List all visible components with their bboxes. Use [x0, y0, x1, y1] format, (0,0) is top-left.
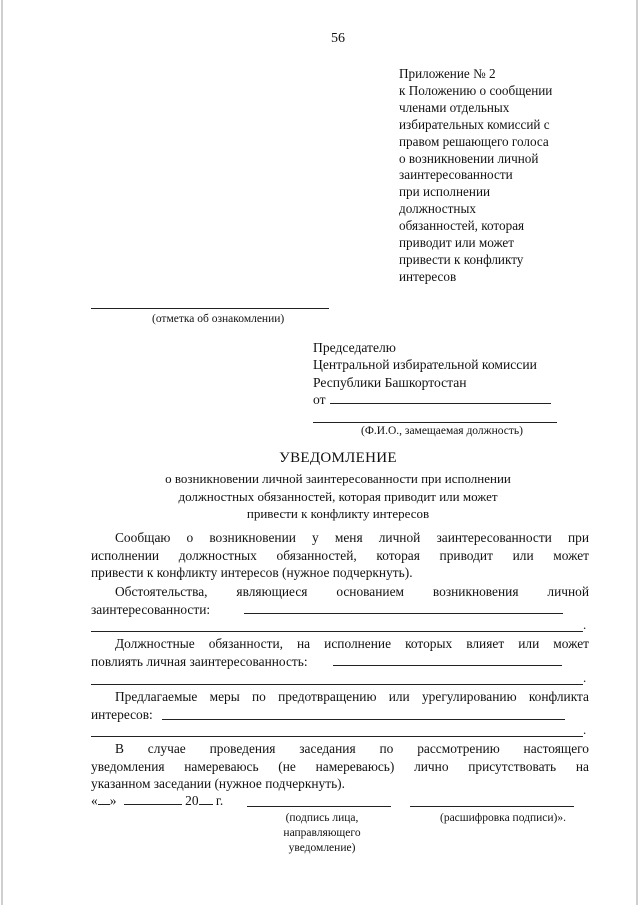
fio-note: (Ф.И.О., замещаемая должность): [361, 425, 523, 437]
field-label: повлиять личная заинтересованность:: [91, 653, 308, 669]
from-label: от: [313, 391, 326, 407]
measures-fill-line-2: [91, 736, 583, 737]
day-blank: [98, 803, 110, 805]
appendix-line: Приложение № 2: [399, 66, 496, 81]
circumstances-fill-line: [244, 613, 563, 614]
duties-fill-line: [333, 665, 562, 666]
year-blank: [199, 803, 213, 805]
circumstances-fill-line-2: [91, 631, 583, 632]
signature-label: (подпись лица, направляющего уведомление): [283, 812, 361, 854]
acknowledgement-note: (отметка об ознакомлении): [152, 313, 285, 325]
signature-decode-line: [410, 806, 574, 807]
appendix-line: о возникновении личной: [399, 150, 539, 166]
from-position-line: [313, 422, 557, 423]
paragraph-measures: [91, 688, 589, 723]
end-period: .: [583, 617, 587, 632]
appendix-line: обязанностей, которая: [399, 218, 525, 234]
body-line: В случае проведения заседания по рассмотрению настоящего: [115, 741, 589, 756]
addressee-line: Республики Башкортостан: [313, 374, 467, 390]
paragraph-report: [91, 529, 589, 582]
appendix-line: должностных: [399, 201, 476, 217]
body-line: Обстоятельства, являющиеся основанием возникновения личной: [115, 584, 589, 599]
date-close-quote: »: [109, 793, 117, 808]
subtitle-line: привести к конфликту интересов: [246, 506, 430, 521]
from-name-line: [330, 403, 551, 404]
year-prefix: 20: [185, 793, 199, 808]
appendix-line: членами отдельных: [399, 99, 510, 115]
addressee-block: [313, 339, 537, 408]
body-line: исполнении должностных обязанностей, которая приводит или может: [91, 547, 589, 563]
addressee-line: Центральной избирательной комиссии: [313, 357, 537, 373]
date-open-quote: «: [91, 793, 98, 808]
notice-title: УВЕДОМЛЕНИЕ: [279, 450, 397, 466]
appendix-line: правом решающего голоса: [399, 133, 549, 149]
acknowledgement-line: [91, 308, 329, 309]
signature-decode-label: (расшифровка подписи)».: [439, 812, 567, 824]
field-label: заинтересованности:: [91, 601, 211, 617]
body-line: привести к конфликту интересов (нужное подчеркнуть).: [91, 565, 413, 580]
body-line: уведомления намереваюсь (не намереваюсь) лично присутствовать на: [91, 758, 589, 774]
appendix-line: избирательных комиссий с: [399, 116, 550, 132]
appendix-header: [399, 66, 599, 286]
subtitle-line: должностных обязанностей, которая приводит или может: [178, 488, 498, 504]
end-period: .: [583, 722, 587, 737]
duties-fill-line-2: [91, 684, 583, 685]
body-line: Сообщаю о возникновении у меня личной заинтересованности при: [115, 530, 589, 545]
appendix-line: к Положению о сообщении: [399, 82, 553, 98]
month-blank: [124, 803, 182, 805]
subtitle-line: о возникновении личной заинтересованности при исполнении: [165, 471, 511, 486]
date-field: [91, 793, 223, 809]
appendix-line: заинтересованности: [399, 167, 513, 183]
signature-line: [247, 806, 391, 807]
appendix-line: привести к конфликту: [399, 251, 524, 267]
end-period: .: [583, 670, 587, 685]
year-suffix: г.: [215, 793, 224, 808]
measures-fill-line: [162, 719, 565, 720]
notice-subtitle: [0, 470, 640, 523]
paragraph-meeting: [91, 740, 589, 793]
body-line: Должностные обязанности, на исполнение которых влияет или может: [115, 636, 589, 651]
field-label: интересов:: [91, 706, 153, 722]
body-line: Предлагаемые меры по предотвращению или урегулированию конфликта: [115, 689, 589, 704]
appendix-line: интересов: [399, 268, 457, 284]
page-number: 56: [331, 31, 345, 46]
appendix-line: приводит или может: [399, 235, 515, 251]
appendix-line: при исполнении: [399, 184, 491, 200]
addressee-line: Председателю: [313, 340, 396, 355]
body-line: указанном заседании (нужное подчеркнуть).: [91, 776, 345, 791]
